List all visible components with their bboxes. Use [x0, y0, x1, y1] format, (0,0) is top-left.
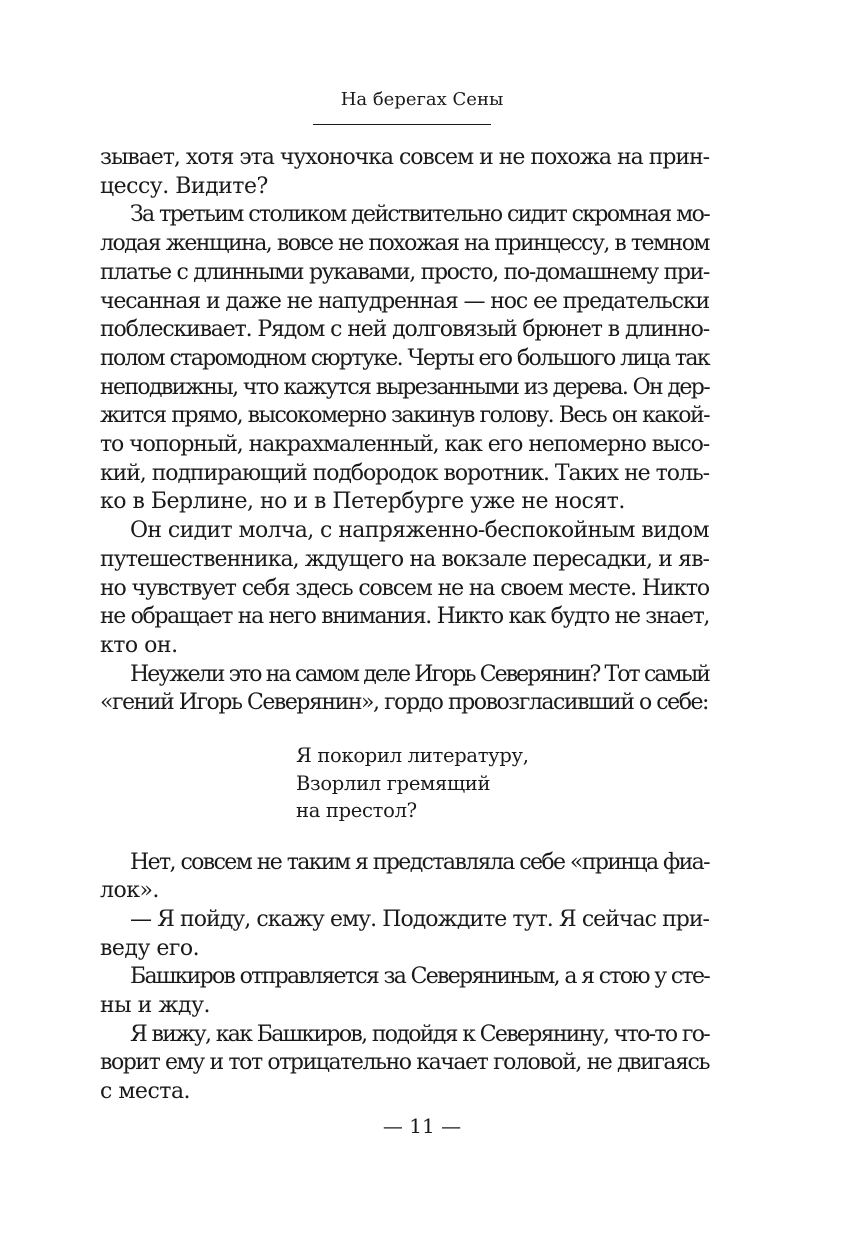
paragraph — [100, 1021, 709, 1107]
body-text — [100, 144, 709, 1107]
paragraph — [100, 906, 709, 963]
paragraph — [100, 661, 709, 718]
text-line: платье с длинными рукавами, просто, по-домашнему при- — [100, 259, 709, 285]
text-line: Он сидит молча, с напряженно-беспокойным видом — [130, 518, 709, 544]
text-line: Неужели это на самом деле Игорь Северянин? Тот самый — [130, 661, 709, 687]
text-line: цессу. Видите? — [100, 173, 268, 199]
text-line: лодая женщина, вовсе не похожая на принцессу, в темном — [100, 231, 709, 257]
paragraph — [100, 517, 709, 661]
text-line: путешественника, ждущего на вокзале пересадки, и яв- — [100, 546, 709, 572]
text-line: «гений Игорь Северянин», гордо провозгласивший о себе: — [100, 690, 708, 716]
text-line: полом старомодном сюртуке. Черты его большого лица так — [100, 345, 709, 371]
text-line: поблескивает. Рядом с ней долговязый брюнет в длинно- — [100, 317, 709, 343]
paragraph — [100, 849, 709, 906]
poem-quote — [296, 742, 709, 825]
text-line: веду его. — [100, 935, 200, 961]
text-line: зывает, хотя эта чухоночка совсем и не похожа на прин- — [100, 145, 709, 170]
text-line: неподвижны, что кажутся вырезанными из дерева. Он дер- — [100, 374, 709, 400]
running-head: На берегах Сены — [340, 89, 504, 110]
text-line: лок». — [100, 878, 159, 904]
text-line: не обращает на него внимания. Никто как будто не знает, — [100, 604, 709, 630]
text-line: чесанная и даже не напудренная — нос ее предательски — [100, 288, 709, 314]
text-line: ворит ему и тот отрицательно качает головой, не двигаясь — [100, 1050, 709, 1076]
text-line: но чувствует себя здесь совсем не на своем месте. Никто — [100, 575, 709, 601]
text-line: кто он. — [100, 632, 178, 658]
poem-verse: Взорлил гремящий — [296, 771, 491, 795]
paragraph — [100, 144, 709, 201]
text-line: Нет, совсем не таким я представляла себе «принца фиа- — [130, 849, 709, 875]
text-line: Башкиров отправляется за Северяниным, а я стою у сте- — [130, 964, 709, 990]
text-line: кий, подпирающий подбородок воротник. Таких не толь- — [100, 460, 709, 486]
paragraphs-after-poem — [100, 849, 709, 1107]
running-head-rule — [313, 124, 491, 125]
paragraphs-before-poem — [100, 144, 709, 718]
page-number: — 11 — — [382, 1114, 462, 1138]
text-line: то чопорный, накрахмаленный, как его непомерно высо- — [100, 432, 709, 458]
poem-verse: Я покорил литературу, — [296, 744, 529, 768]
poem-verse: на престол? — [296, 799, 417, 823]
paragraph — [100, 963, 709, 1020]
paragraph — [100, 201, 709, 517]
text-line: ко в Берлине, но и в Петербурге уже не носят. — [100, 489, 625, 515]
text-line: Я вижу, как Башкиров, подойдя к Северянину, что-то го- — [130, 1021, 709, 1047]
text-line: За третьим столиком действительно сидит скромная мо- — [130, 202, 709, 228]
text-line: с места. — [100, 1079, 191, 1105]
text-line: ны и жду. — [100, 993, 211, 1019]
text-line: — Я пойду, скажу ему. Подождите тут. Я сейчас при- — [130, 906, 709, 932]
text-line: жится прямо, высокомерно закинув голову. Весь он какой- — [100, 403, 709, 429]
